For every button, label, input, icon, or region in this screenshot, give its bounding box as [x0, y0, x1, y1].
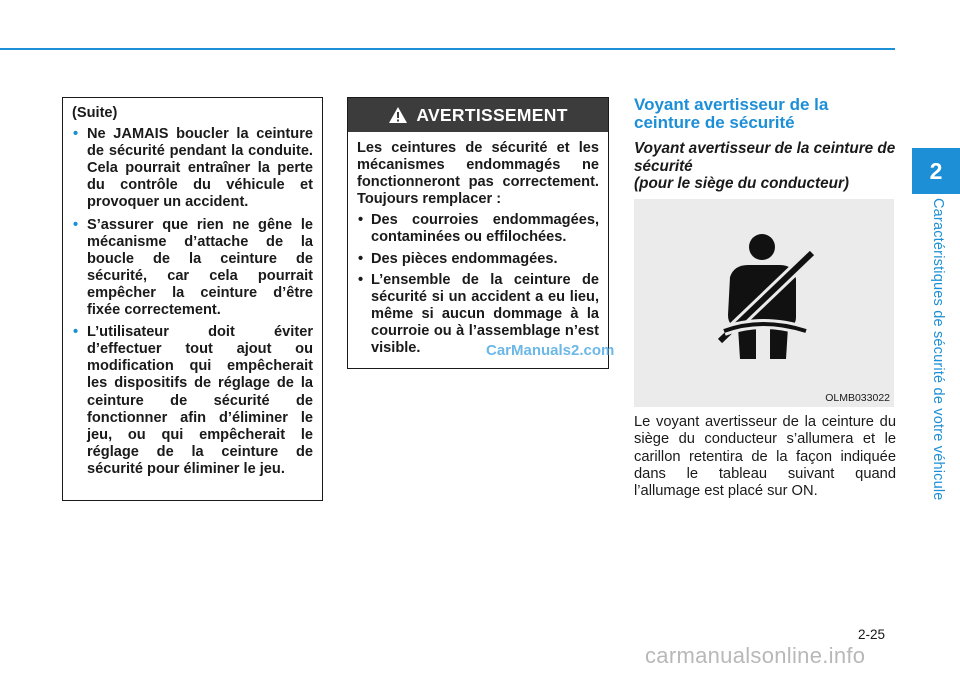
list-item: • Ne JAMAIS boucler la ceinture de sécurité pendant la conduite. Cela pourrait entraîner la perte du contrôle du véhicule et provoquer un accident. — [73, 126, 313, 211]
watermark-text: CarManuals2.com — [486, 342, 615, 359]
chapter-number-tab[interactable] — [912, 148, 960, 194]
header-rule — [0, 48, 895, 50]
page-number: 2-25 — [858, 627, 886, 642]
section-subtitle — [634, 140, 896, 193]
warning-body — [348, 132, 608, 357]
bullet-icon: • — [73, 324, 79, 341]
subtitle-line: Voyant avertisseur de la ceinture de sécurité — [634, 140, 896, 175]
warning-list — [357, 212, 599, 357]
suite-list — [72, 126, 313, 478]
seatbelt-warning-icon — [716, 231, 816, 363]
chapter-number: 2 — [929, 157, 943, 184]
warning-box — [347, 97, 609, 369]
bullet-icon: • — [73, 216, 79, 233]
suite-caution-box — [62, 97, 323, 501]
list-item: • L’utilisateur doit éviter d’effectuer tout ajout ou modification qui empêcherait les dispositifs de réglage de la ceinture de sécurité de fonctionner afin d’éliminer le jeu, ou qui empêcherait le réglage de la ceinture de sécurité pour éliminer le jeu. — [73, 324, 313, 477]
list-item: • S’assurer que rien ne gêne le mécanisme d’attache de la boucle de la ceinture de sécurité, car cela pourrait empêcher la ceinture d’être fixée correctement. — [73, 216, 313, 319]
suite-heading: (Suite) — [72, 105, 118, 121]
section-body-text: Le voyant avertisseur de la ceinture du siège du conducteur s’allumera et le carillon retentira de la façon indiquée dans le tableau suivant quand l’allumage est placé sur ON. — [634, 414, 896, 500]
list-item: • Des courroies endommagées, contaminées ou effilochées. — [358, 212, 599, 246]
warning-triangle-icon — [388, 106, 408, 124]
warning-title: AVERTISSEMENT — [416, 104, 568, 125]
seatbelt-figure — [634, 199, 894, 407]
subtitle-line: (pour le siège du conducteur) — [634, 175, 850, 192]
warning-header — [348, 98, 608, 132]
list-item: • L’ensemble de la ceinture de sécurité si un accident a eu lieu, même si aucun dommage à la courroie ou à l’assemblage n’est visible. — [358, 271, 599, 357]
bullet-icon: • — [358, 271, 364, 288]
chapter-title: Caractéristiques de sécurité de votre véhicule — [930, 198, 946, 501]
bullet-icon: • — [358, 212, 364, 229]
figure-code: OLMB033022 — [825, 392, 890, 404]
list-item: • Des pièces endommagées. — [358, 250, 558, 267]
section-title: Voyant avertisseur de la ceinture de sécurité — [634, 95, 829, 132]
footer-watermark: carmanualsonline.info — [645, 643, 866, 668]
bullet-icon: • — [358, 250, 364, 267]
bullet-icon: • — [73, 126, 79, 143]
warning-intro: Les ceintures de sécurité et les mécanismes endommagés ne fonctionneront pas correctement. Toujours remplacer : — [357, 140, 599, 208]
